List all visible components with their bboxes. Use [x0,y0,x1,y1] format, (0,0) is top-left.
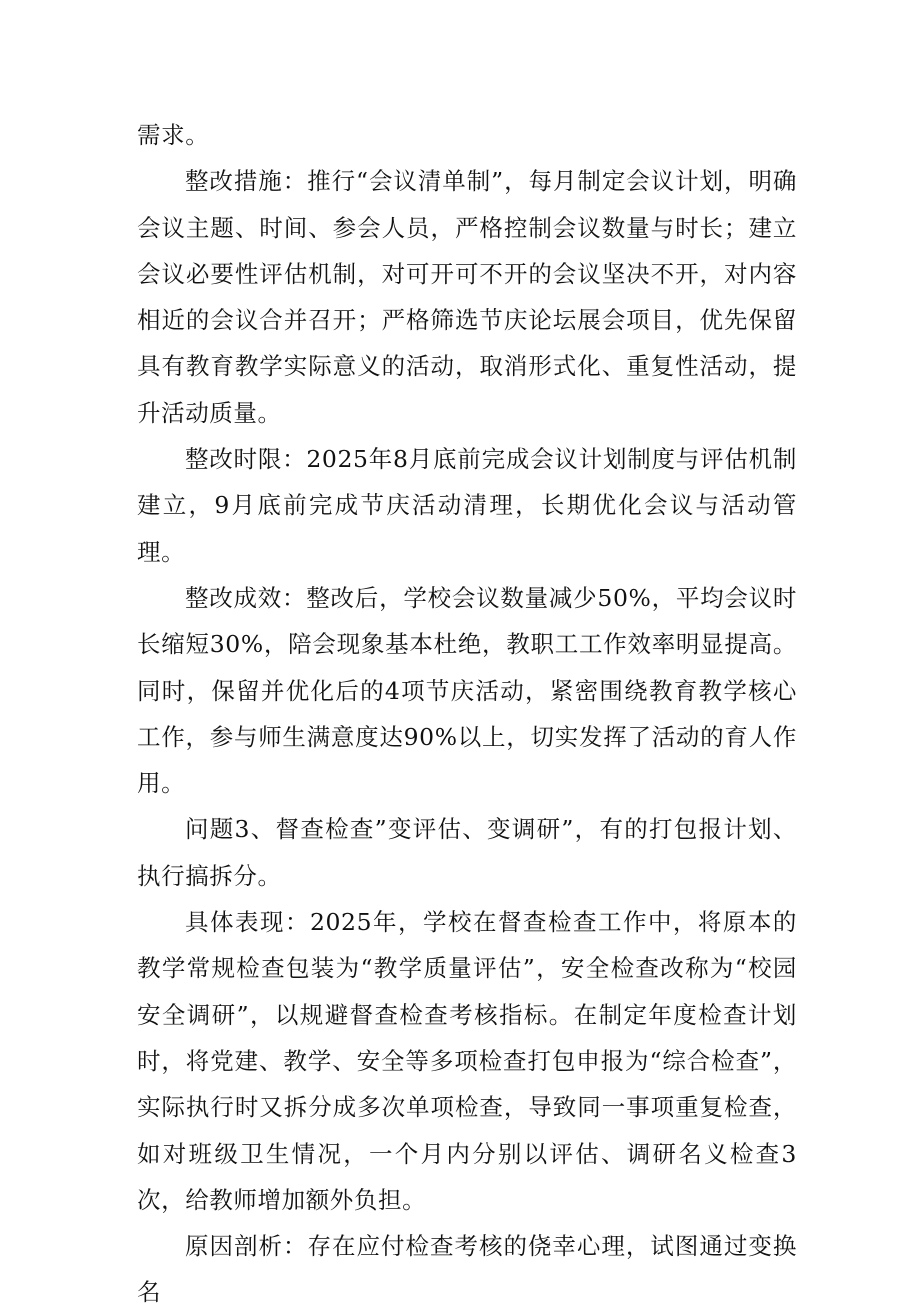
paragraph-rectification-results: 整改成效：整改后，学校会议数量减少50%，平均会议时长缩短30%，陪会现象基本杜绝，教职工工作效率明显提高。同时，保留并优化后的4项节庆活动，紧密围绕教育教学核心工作，参与师生满意度达90%以上，切实发挥了活动的育人作用。 [137,583,797,798]
paragraph-rectification-deadline: 整改时限：2025年8月底前完成会议计划制度与评估机制建立，9月底前完成节庆活动清理，长期优化会议与活动管理。 [137,445,797,566]
paragraph-problem-3: 问题3、督查检查”变评估、变调研”，有的打包报计划、执行搞拆分。 [137,815,797,890]
paragraph-specific-manifestation: 具体表现：2025年，学校在督查检查工作中，将原本的教学常规检查包装为“教学质量评估”，安全检查改称为“校园安全调研”，以规避督查检查考核指标。在制定年度检查计划时，将党建、教学、安全等多项检查打包申报为“综合检查”，实际执行时又拆分成多次单项检查，导致同一事项重复检查，如对班级卫生情况，一个月内分别以评估、调研名义检查3次，给教师增加额外负担。 [137,908,797,1214]
paragraph-cause-analysis: 原因剖析：存在应付检查考核的侥幸心理，试图通过变换名 [137,1232,797,1307]
paragraph-continuation: 需求。 [137,121,210,149]
paragraph-rectification-measures: 整改措施：推行“会议清单制”，每月制定会议计划，明确会议主题、时间、参会人员，严格控制会议数量与时长；建立会议必要性评估机制，对可开可不开的会议坚决不开，对内容相近的会议合并召开；严格筛选节庆论坛展会项目，优先保留具有教育教学实际意义的活动，取消形式化、重复性活动，提升活动质量。 [137,167,797,427]
document-body [137,112,797,1316]
